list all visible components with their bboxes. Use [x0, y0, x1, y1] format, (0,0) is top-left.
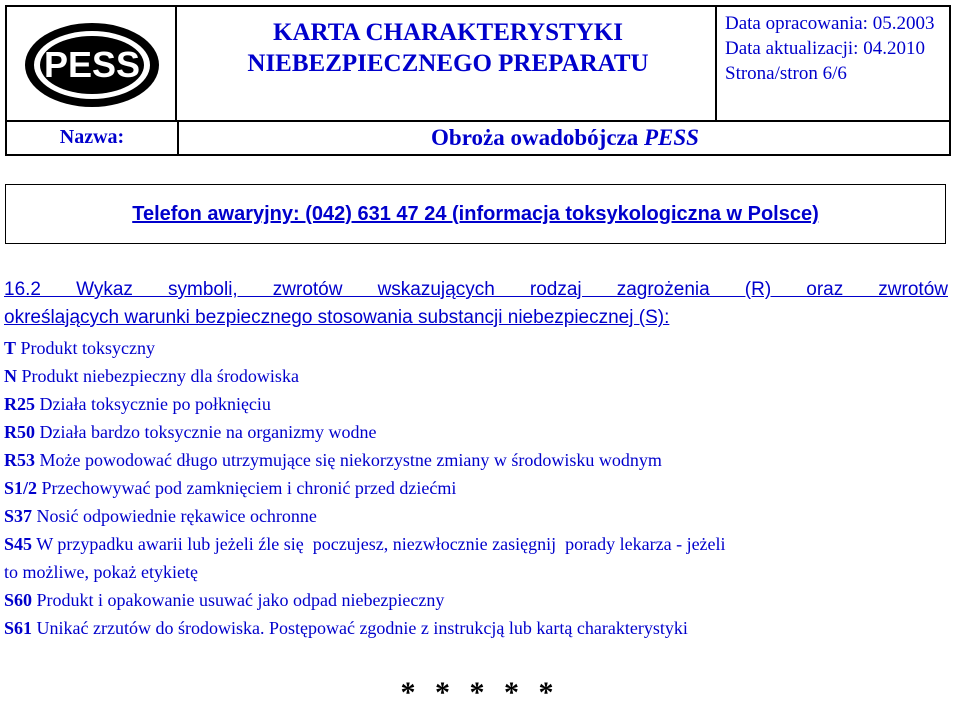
section-16-2: [4, 275, 948, 642]
phrase-code: N: [4, 366, 17, 386]
date-updated: Data aktualizacji: 04.2010: [725, 38, 925, 59]
document-title: [179, 17, 717, 79]
document-dates: [725, 11, 934, 86]
title-line-2: NIEBEZPIECZNEGO PREPARATU: [247, 50, 649, 77]
phrase-code: S45: [4, 534, 33, 554]
phrase-code: S60: [4, 590, 33, 610]
emergency-phone-box: [5, 184, 946, 244]
product-name-brand: PESS: [643, 125, 699, 150]
phrase-code: R53: [4, 450, 35, 470]
phrase-text: Produkt toksyczny: [16, 338, 156, 358]
phrase-code: T: [4, 338, 17, 358]
date-prepared: Data opracowania: 05.2003: [725, 13, 935, 34]
phrase-code: R25: [4, 394, 35, 414]
phrase-code: R50: [4, 422, 35, 442]
phrase-item: [4, 418, 948, 446]
header-divider: [7, 120, 949, 122]
phrase-text: W przypadku awarii lub jeżeli źle się poczujesz, niezwłocznie zasięgnij porady lekarza - jeżeli: [32, 534, 726, 554]
page-number: Strona/stron 6/6: [725, 63, 847, 84]
phrase-item: [4, 474, 948, 502]
phrase-item: [4, 502, 948, 530]
section-heading-line-2: określających warunki bezpiecznego stosowania substancji niebezpiecznej (S):: [4, 307, 670, 328]
phrase-text: to możliwe, pokaż etykietę: [4, 562, 198, 582]
phrase-item: [4, 614, 948, 642]
phrase-code: S37: [4, 506, 33, 526]
phrase-text: Działa bardzo toksycznie na organizmy wodne: [35, 422, 377, 442]
product-name-prefix: Obroża owadobójcza: [431, 125, 644, 150]
header-table: [5, 5, 951, 156]
phrase-text: Może powodować długo utrzymujące się niekorzystne zmiany w środowisku wodnym: [35, 450, 662, 470]
phrase-item: [4, 586, 948, 614]
phrase-item: [4, 390, 948, 418]
section-heading-line-1: 16.2 Wykaz symboli, zwrotów wskazujących rodzaj zagrożenia (R) oraz zwrotów: [4, 279, 948, 300]
name-label: Nazwa:: [59, 126, 125, 148]
phrase-item: [4, 334, 948, 362]
phrase-text: Nosić odpowiednie rękawice ochronne: [32, 506, 317, 526]
phrase-item: [4, 558, 948, 586]
phrase-item: [4, 530, 948, 558]
phrase-code: S61: [4, 618, 33, 638]
phrase-text: Produkt niebezpieczny dla środowiska: [17, 366, 299, 386]
phrase-item: [4, 362, 948, 390]
phrase-text: Produkt i opakowanie usuwać jako odpad niebezpieczny: [32, 590, 445, 610]
svg-text:PESS: PESS: [43, 44, 141, 85]
phrase-text: Działa toksycznie po połknięciu: [35, 394, 271, 414]
title-line-1: KARTA CHARAKTERYSTYKI: [273, 19, 623, 46]
end-marker: * * * * *: [400, 676, 560, 709]
header-divider: [175, 7, 177, 120]
phrase-code: S1/2: [4, 478, 38, 498]
phrase-text: Unikać zrzutów do środowiska. Postępować zgodnie z instrukcją lub kartą charakterystyki: [32, 618, 688, 638]
phrase-list: [4, 334, 948, 642]
pess-logo: [22, 21, 162, 114]
product-name: [179, 125, 951, 151]
phrase-text: Przechowywać pod zamknięciem i chronić przed dziećmi: [37, 478, 457, 498]
emergency-phone: Telefon awaryjny: (042) 631 47 24 (informacja toksykologiczna w Polsce): [132, 203, 819, 225]
phrase-item: [4, 446, 948, 474]
